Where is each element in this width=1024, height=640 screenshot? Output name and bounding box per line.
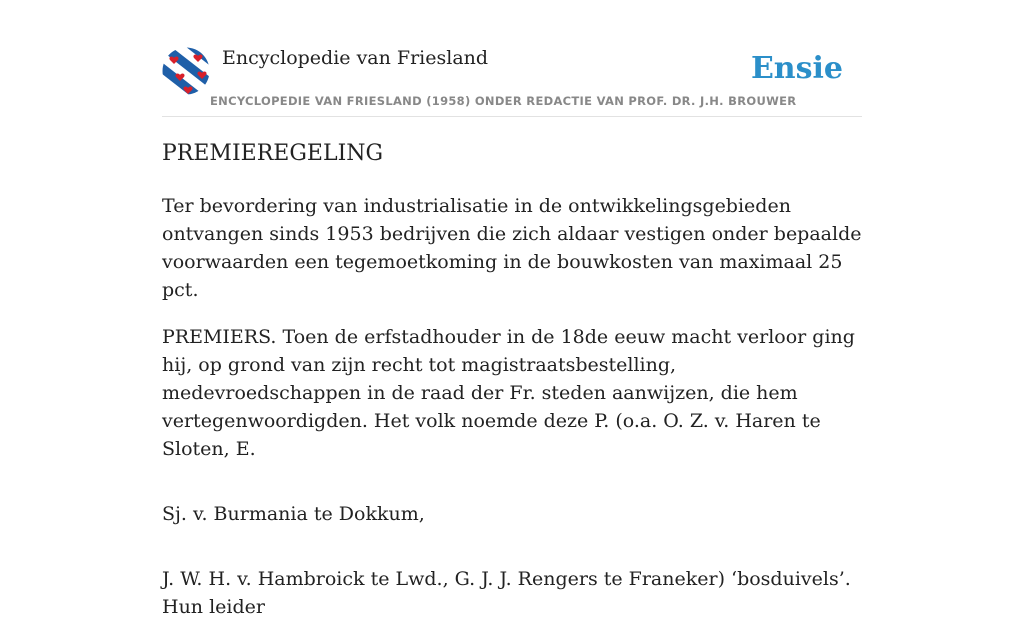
site-header xyxy=(162,44,862,117)
article-paragraph: PREMIERS. Toen de erfstadhouder in de 18de eeuw macht verloor ging hij, op grond van zijn recht tot magistraatsbestelling, medevroedschappen in de raad der Fr. steden aanwijzen, die hem vertegenwoordigden. Het volk noemde deze P. (o.a. O. Z. v. Haren te Sloten, E. xyxy=(162,326,855,460)
brand-logo-text[interactable]: Ensie xyxy=(750,51,843,86)
frisian-flag-logo-icon[interactable] xyxy=(162,47,210,95)
site-title[interactable]: Encyclopedie van Friesland xyxy=(222,47,489,69)
article-paragraph: J. W. H. v. Hambroick te Lwd., G. J. J. Rengers te Franeker) ‘bosduivels’. Hun leider xyxy=(162,568,851,618)
article-paragraph: Ter bevordering van industrialisatie in de ontwikkelingsgebieden ontvangen sinds 1953 bedrijven die zich aldaar vestigen onder bepaalde voorwaarden een tegemoetkoming in de bouwkosten van maximaal 25 pct. xyxy=(162,195,862,301)
site-subtitle: ENCYCLOPEDIE VAN FRIESLAND (1958) ONDER REDACTIE VAN PROF. DR. J.H. BROUWER xyxy=(210,94,797,108)
page xyxy=(162,0,862,618)
article-body xyxy=(162,192,872,640)
article-title: PREMIEREGELING xyxy=(162,141,384,166)
article-paragraph: Sj. v. Burmania te Dokkum, xyxy=(162,503,425,525)
